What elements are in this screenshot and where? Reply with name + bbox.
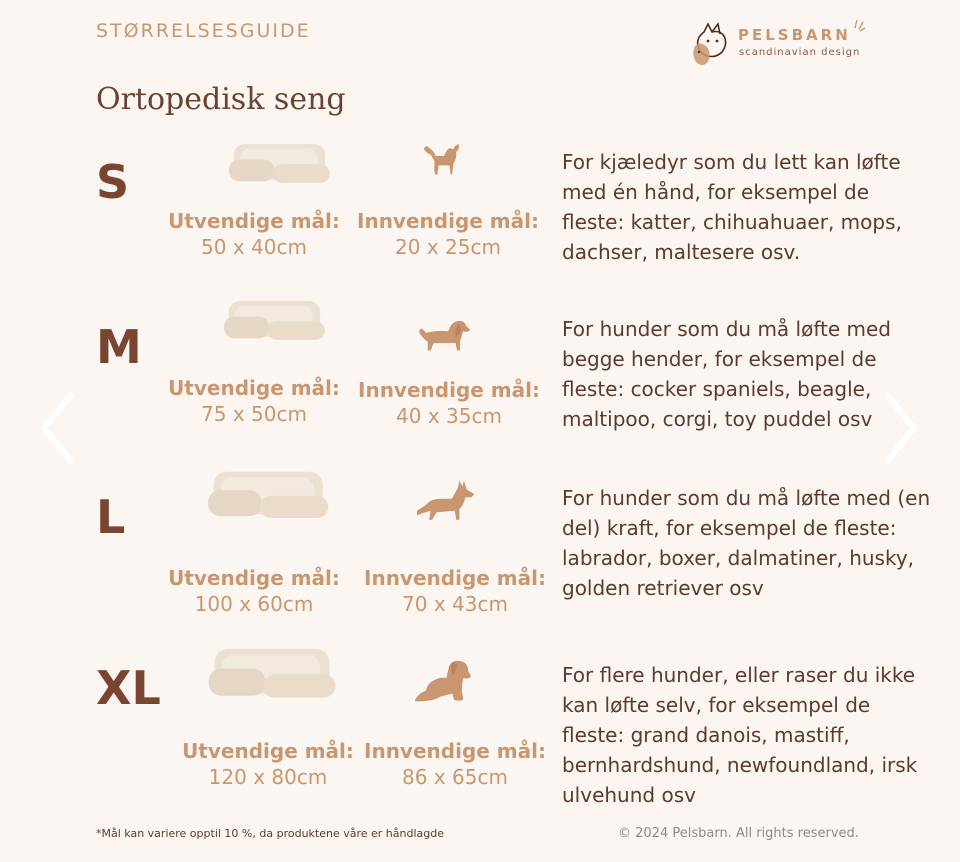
- bed-image: [200, 645, 348, 723]
- next-slide-button[interactable]: [880, 392, 920, 464]
- inner-measure-label: Innvendige mål:: [364, 566, 546, 590]
- outer-measure-label: Utvendige mål:: [182, 739, 354, 763]
- brand-name: PELSBARN: [738, 26, 851, 44]
- size-letter: M: [96, 320, 142, 374]
- inner-measure: [348, 209, 548, 259]
- brand-tagline: scandinavian design: [739, 47, 861, 58]
- inner-measure-value: 86 x 65cm: [402, 765, 508, 789]
- outer-measure-label: Utvendige mål:: [168, 376, 340, 400]
- outer-measure-value: 120 x 80cm: [208, 765, 328, 789]
- cat-dog-logo-icon: [690, 18, 736, 70]
- inner-measure-value: 70 x 43cm: [402, 592, 508, 616]
- brand-logo: [690, 18, 880, 72]
- size-description: For flere hunder, eller raser du ikke kan løfte selv, for eksempel de fleste: grand danois, mastiff, bernhardshund, newfoundland, irsk ulvehund osv: [562, 663, 918, 807]
- size-row-s: [0, 145, 960, 310]
- outer-measure-value: 75 x 50cm: [201, 402, 307, 426]
- outer-measure: [154, 566, 354, 616]
- spaniel-icon: [416, 312, 482, 364]
- previous-slide-button[interactable]: [38, 392, 78, 464]
- size-row-xl: [0, 655, 960, 820]
- copyright-text: © 2024 Pelsbarn. All rights reserved.: [618, 826, 859, 841]
- size-letter: S: [96, 155, 130, 209]
- size-description: For hunder som du må løfte med (en del) kraft, for eksempel de fleste: labrador, boxer, dalmatiner, husky, golden retriever osv: [562, 486, 931, 600]
- size-letter: L: [96, 490, 126, 544]
- inner-measure-label: Innvendige mål:: [358, 378, 540, 402]
- size-description: For kjæledyr som du lett kan løfte med én hånd, for eksempel de fleste: katter, chihuahuaer, mops, dachser, maltesere osv.: [562, 150, 902, 264]
- bed-image: [222, 141, 340, 203]
- outer-measure: [168, 739, 368, 789]
- outer-measure: [154, 209, 354, 259]
- outer-measure-value: 50 x 40cm: [201, 235, 307, 259]
- outer-measure-label: Utvendige mål:: [168, 209, 340, 233]
- inner-measure-value: 40 x 35cm: [396, 404, 502, 428]
- inner-measure-label: Innvendige mål:: [357, 209, 539, 233]
- size-letter: XL: [96, 661, 161, 715]
- size-description: For hunder som du må løfte med begge hender, for eksempel de fleste: cocker spaniels, beagle, maltipoo, corgi, toy puddel osv: [562, 317, 892, 431]
- inner-measure: [355, 739, 555, 789]
- size-row-l: [0, 480, 960, 645]
- measurement-footnote: *Mål kan variere opptil 10 %, da produktene våre er håndlagde: [96, 827, 444, 840]
- inner-measure: [349, 378, 549, 428]
- outer-measure: [154, 376, 354, 426]
- size-guide-label: STØRRELSESGUIDE: [96, 20, 311, 42]
- outer-measure-label: Utvendige mål:: [168, 566, 340, 590]
- bed-image: [200, 468, 340, 542]
- size-row-m: [0, 310, 960, 475]
- chevron-right-icon: [880, 392, 920, 464]
- mastiff-icon: [412, 651, 482, 713]
- chevron-left-icon: [38, 392, 78, 464]
- shepherd-icon: [414, 476, 482, 532]
- inner-measure-value: 20 x 25cm: [395, 235, 501, 259]
- inner-measure: [355, 566, 555, 616]
- outer-measure-value: 100 x 60cm: [194, 592, 314, 616]
- sparkle-icon: [852, 18, 866, 32]
- chihuahua-icon: [420, 141, 480, 191]
- bed-image: [215, 298, 337, 360]
- inner-measure-label: Innvendige mål:: [364, 739, 546, 763]
- page-title: Ortopedisk seng: [96, 82, 346, 117]
